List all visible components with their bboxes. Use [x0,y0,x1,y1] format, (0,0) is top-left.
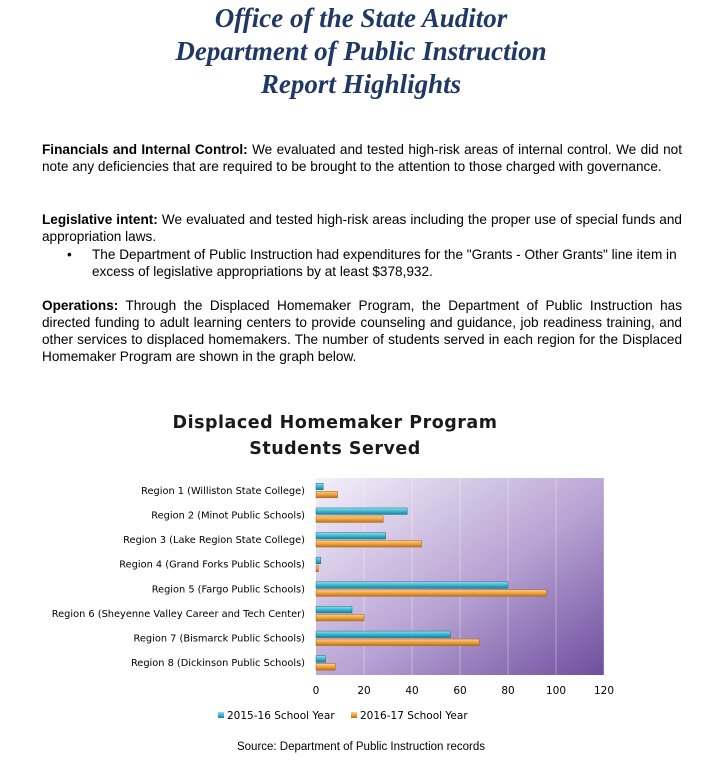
category-label: Region 7 (Bismarck Public Schools) [133,633,305,645]
x-tick-label: 100 [545,685,567,697]
legend-swatch [218,712,224,718]
legend-swatch [351,712,357,718]
title-line-3: Report Highlights [260,69,462,99]
x-tick-label: 80 [501,685,515,697]
bar-2015-16 [316,606,352,613]
legend-label: 2016-17 School Year [360,710,468,722]
title-line-2: Department of Public Instruction [175,36,547,66]
legislative-text: We evaluated and tested high-risk areas including the proper use of special funds and appropriation laws. [42,212,682,244]
bar-2016-17 [316,590,546,597]
report-title [0,2,722,101]
chart-title-line-1: Displaced Homemaker Program [172,413,498,433]
chart-title-line-2: Students Served [249,439,421,459]
financials-label: Financials and Internal Control: [42,142,248,157]
category-label: Region 8 (Dickinson Public Schools) [130,658,305,670]
legislative-paragraph [42,211,682,245]
x-tick-label: 40 [405,685,419,697]
category-label: Region 3 (Lake Region State College) [123,535,305,547]
bar-2016-17 [316,565,318,572]
category-label: Region 1 (Williston State College) [141,485,305,497]
bar-2015-16 [316,582,508,589]
financials-paragraph [42,141,682,175]
bar-2016-17 [316,639,479,646]
legend-label: 2015-16 School Year [227,710,335,722]
bar-2015-16 [316,631,450,638]
bar-2016-17 [316,516,383,523]
source-note: Source: Department of Public Instruction records [236,741,485,753]
operations-paragraph [42,297,682,365]
category-label: Region 2 (Minot Public Schools) [151,510,305,522]
bar-2015-16 [316,508,407,515]
title-line-1: Office of the State Auditor [214,3,508,33]
chart-title [100,410,570,462]
bar-2015-16 [316,656,326,663]
operations-text: Through the Displaced Homemaker Program, the Department of Public Instruction has directed funding to adult learning centers to provide counseling and guidance, job readiness training, and other services to displaced homemakers. The number of students served in each region for the Displaced Homemaker Program are shown in the graph below. [42,298,682,364]
category-label: Region 5 (Fargo Public Schools) [151,584,305,596]
x-tick-label: 120 [593,685,615,697]
x-tick-label: 20 [357,685,371,697]
x-tick-label: 0 [312,685,320,697]
bar-2015-16 [316,483,323,490]
bullet-icon: • [67,247,72,262]
bar-chart [0,470,722,735]
financials-text: We evaluated and tested high-risk areas of internal control. We did not note any deficiencies that are required to be brought to the attention to those charged with governance. [42,142,682,174]
bar-2015-16 [316,557,321,564]
legislative-bullet-text: The Department of Public Instruction had expenditures for the "Grants - Other Grants" line item in excess of legislative appropriations by at least $378,932. [92,247,677,279]
operations-label: Operations: [42,298,119,313]
legislative-label: Legislative intent: [42,212,158,227]
bar-2016-17 [316,664,335,671]
bar-2016-17 [316,491,338,498]
category-label: Region 6 (Sheyenne Valley Career and Tech Center) [51,608,305,620]
bar-2016-17 [316,541,422,548]
bar-2015-16 [316,533,386,540]
category-label: Region 4 (Grand Forks Public Schools) [119,559,305,571]
x-tick-label: 60 [453,685,467,697]
bar-2016-17 [316,614,364,621]
